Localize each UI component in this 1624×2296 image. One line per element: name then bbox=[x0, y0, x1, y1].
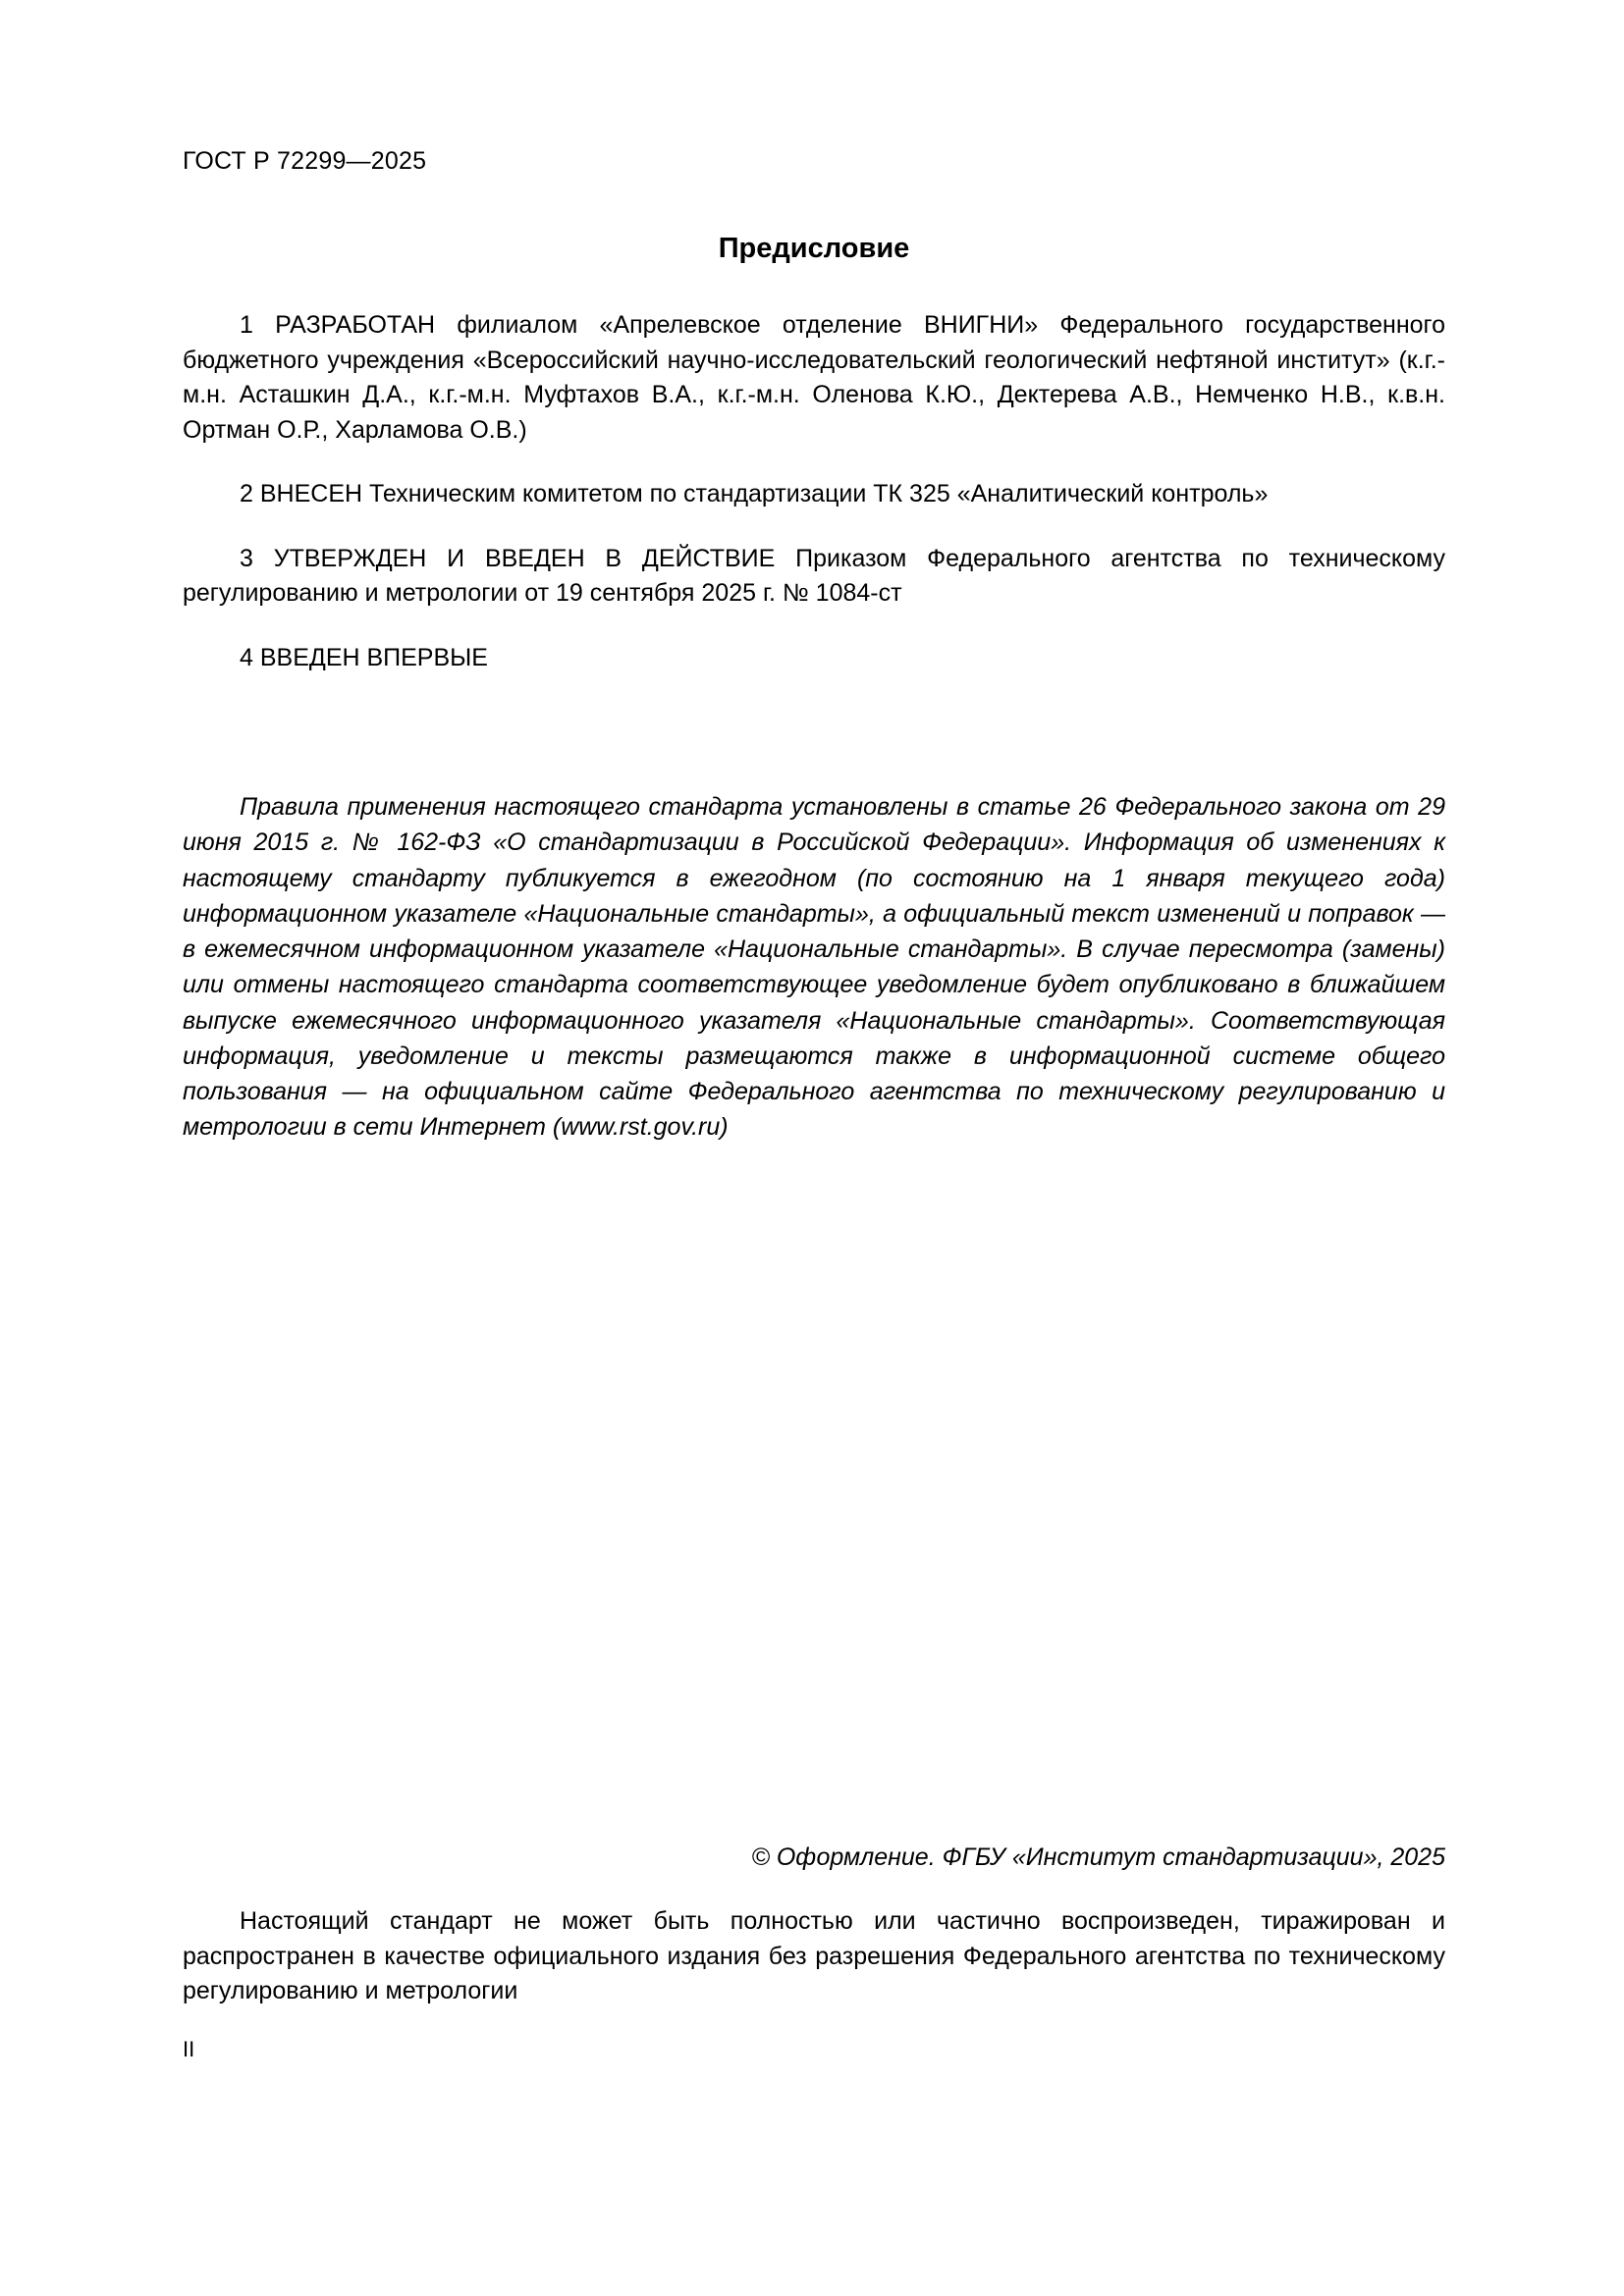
page-number: II bbox=[183, 2037, 195, 2061]
clause-text: ВВЕДЕН ВПЕРВЫЕ bbox=[259, 643, 488, 671]
clause-text: УТВЕРЖДЕН И ВВЕДЕН В ДЕЙСТВИЕ Приказом Федерального агентства по техническому регулированию и метрологии от 19 сентября 2025 г. № 1084-ст bbox=[183, 544, 1445, 607]
clause-2 bbox=[183, 477, 1445, 512]
clause-1 bbox=[183, 308, 1445, 448]
application-rules-note bbox=[183, 789, 1445, 1146]
clause-text: ВНЕСЕН Техническим комитетом по стандартизации ТК 325 «Аналитический контроль» bbox=[259, 480, 1269, 507]
clause-number: 3 bbox=[240, 544, 253, 572]
clause-4 bbox=[183, 641, 1445, 676]
reproduction-notice-text: Настоящий стандарт не может быть полностью или частично воспроизведен, тиражирован и распространен в качестве официального издания без разрешения Федерального агентства по техническому регулированию и метрологии bbox=[183, 1907, 1445, 2004]
page-title: Предисловие bbox=[718, 233, 910, 264]
section-spacer bbox=[183, 705, 1445, 775]
clause-number: 2 bbox=[240, 480, 253, 507]
application-rules-note-text: Правила применения настоящего стандарта установлены в статье 26 Федерального закона от 29 июня 2015 г. № 162-ФЗ «О стандартизации в Российской Федерации». Информация об изменениях к настоящему стандарту публикуется в ежегодном (по состоянию на 1 января текущего года) информационном указателе «Национальные стандарты», а официальный текст изменений и поправок — в ежемесячном информационном указателе «Национальные стандарты». В случае пересмотра (замены) или отмены настоящего стандарта соответствующее уведомление будет опубликовано в ближайшем выпуске ежемесячного информационного указателя «Национальные стандарты». Соответствующая информация, уведомление и тексты размещаются также в информационной системе общего пользования — на официальном сайте Федерального агентства по техническому регулированию и метрологии в сети Интернет (www.rst.gov.ru) bbox=[183, 793, 1445, 1142]
clause-number: 1 bbox=[240, 311, 253, 339]
standard-designation: ГОСТ Р 72299—2025 bbox=[183, 147, 427, 175]
clause-3 bbox=[183, 542, 1445, 612]
reproduction-notice bbox=[183, 1904, 1445, 2009]
clause-text: РАЗРАБОТАН филиалом «Апрелевское отделение ВНИГНИ» Федерального государственного бюджетного учреждения «Всероссийский научно-исследовательский геологический нефтяной институт» (к.г.-м.н. Асташкин Д.А., к.г.-м.н. Муфтахов В.А., к.г.-м.н. Оленова К.Ю., Дектерева А.В., Немченко Н.В., к.в.н. Ортман О.Р., Харламова О.В.) bbox=[183, 311, 1445, 444]
page-content bbox=[183, 147, 1445, 1146]
clause-number: 4 bbox=[240, 643, 253, 671]
copyright-line: © Оформление. ФГБУ «Институт стандартизации», 2025 bbox=[751, 1843, 1445, 1871]
